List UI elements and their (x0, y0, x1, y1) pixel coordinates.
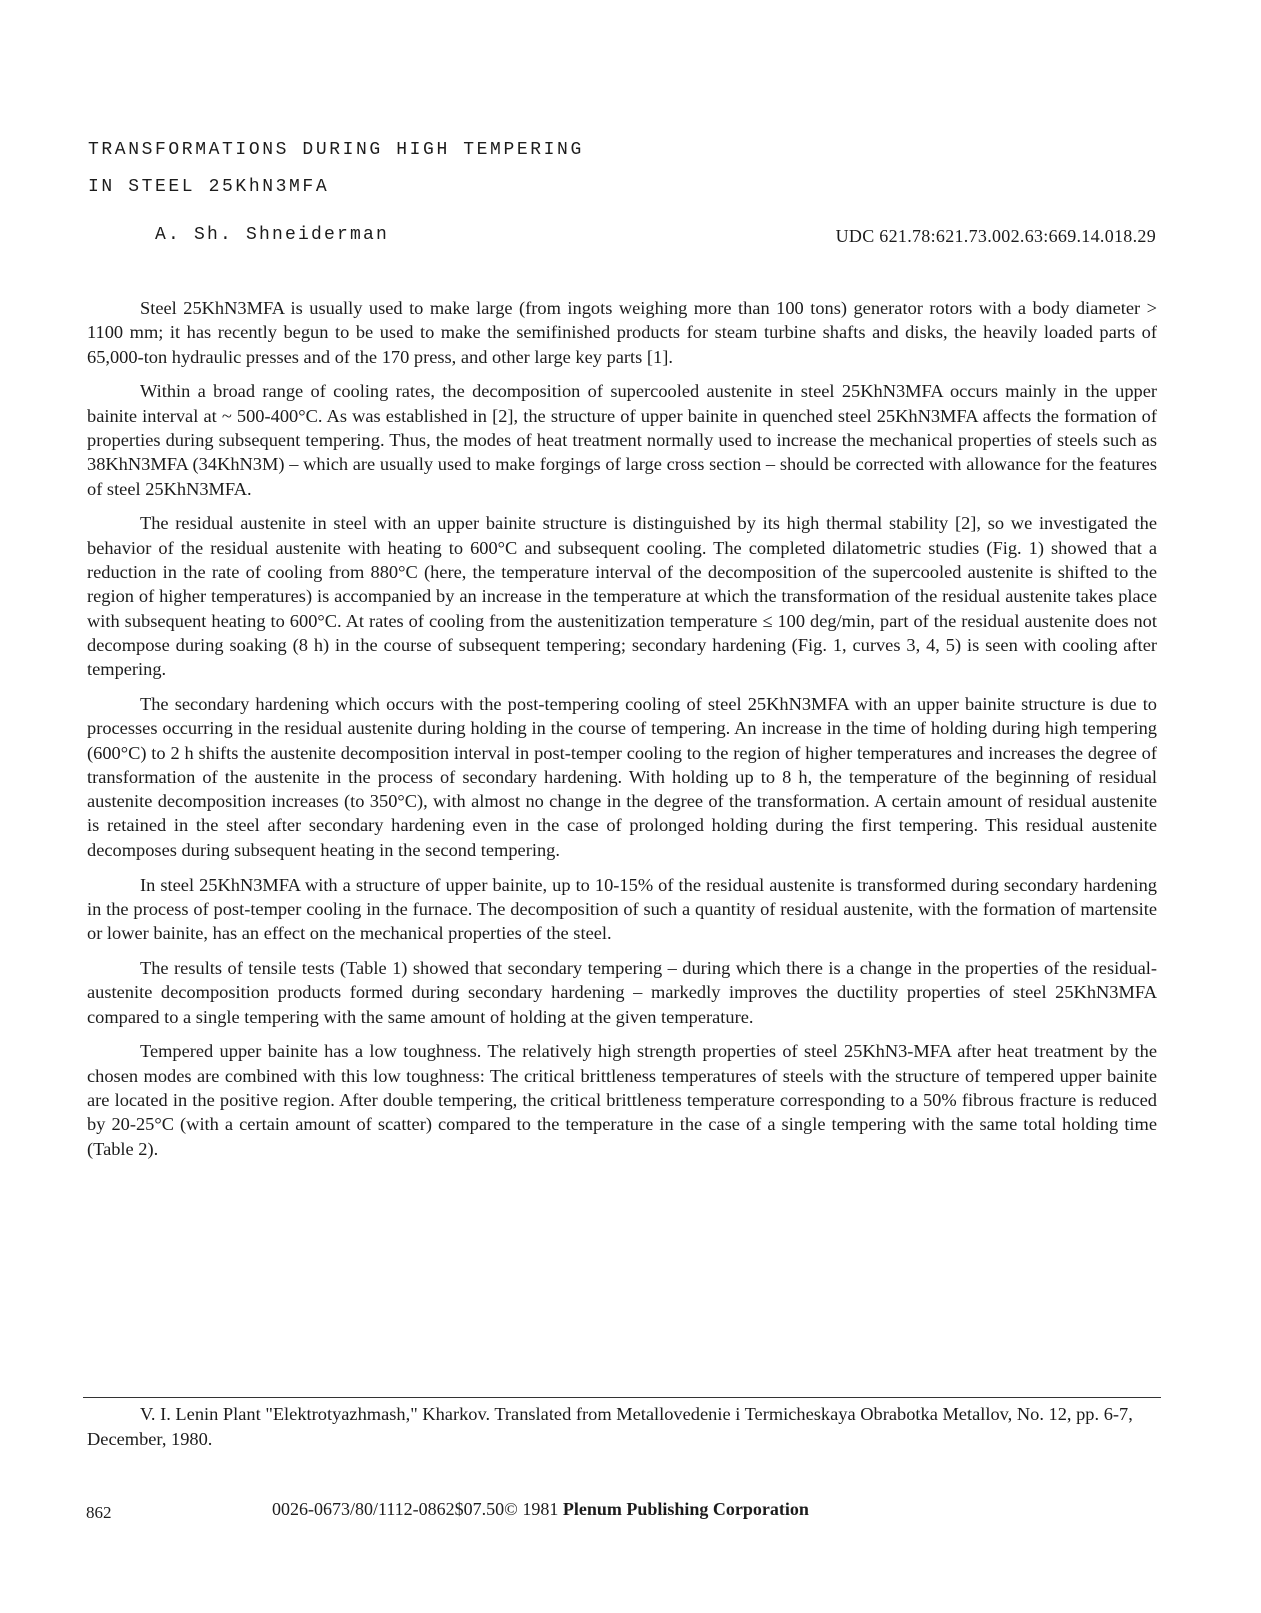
body-paragraph-5: In steel 25KhN3MFA with a structure of upper bainite, up to 10-15% of the residual austenite is transformed during secondary hardening in the process of post-temper cooling in the furnace. The decomposition of such a quantity of residual austenite, with the formation of martensite or lower bainite, has an effect on the mechanical properties of the steel. (87, 874, 1157, 944)
body-paragraph-3: The residual austenite in steel with an upper bainite structure is distinguished by its high thermal stability [2], so we investigated the behavior of the residual austenite with heating to 600°C and subsequent cooling. The completed dilatometric studies (Fig. 1) showed that a reduction in the rate of cooling from 880°C (here, the temperature interval of the decomposition of the supercooled austenite is shifted to the region of higher temperatures) is accompanied by an increase in the temperature at which the transformation of the residual austenite takes place with subsequent heating to 600°C. At rates of cooling from the austenitization temperature ≤ 100 deg/min, part of the residual austenite does not decompose during soaking (8 h) in the course of subsequent tempering; secondary hardening (Fig. 1, curves 3, 4, 5) is seen with cooling after tempering. (87, 513, 1157, 680)
body-paragraph-4: The secondary hardening which occurs with the post-tempering cooling of steel 25KhN3MFA with an upper bainite structure is due to processes occurring in the residual austenite during holding in the course of tempering. An increase in the time of holding during high tempering (600°C) to 2 h shifts the austenite decomposition interval in post-temper cooling to the region of higher temperatures and increases the degree of transformation of the austenite in the process of secondary hardening. With holding up to 8 h, the temperature of the beginning of residual austenite decomposition increases (to 350°C), with almost no change in the degree of the transformation. A certain amount of residual austenite is retained in the steel after secondary hardening even in the case of prolonged holding during the first tempering. This residual austenite decomposes during subsequent heating in the second tempering. (87, 693, 1157, 860)
page-number: 862 (86, 1503, 112, 1522)
article-title-line-2: IN STEEL 25KhN3MFA (88, 177, 330, 197)
body-paragraph-2: Within a broad range of cooling rates, the decomposition of supercooled austenite in steel 25KhN3MFA occurs mainly in the upper bainite interval at ~ 500-400°C. As was established in [2], the structure of upper bainite in quenched steel 25KhN3MFA affects the formation of properties during subsequent tempering. Thus, the modes of heat treatment normally used to increase the mechanical properties of steels such as 38KhN3MFA (34KhN3M) – which are usually used to make forgings of large cross section – should be corrected with allowance for the features of steel 25KhN3MFA. (87, 381, 1157, 499)
copyright-line (272, 1499, 809, 1520)
copyright-code: 0026-0673/80/1112-0862$07.50© 1981 (272, 1499, 559, 1519)
udc-classification: UDC 621.78:621.73.002.63:669.14.018.29 (835, 226, 1156, 246)
body-paragraph-6: The results of tensile tests (Table 1) showed that secondary tempering – during which there is a change in the properties of the residual-austenite decomposition products formed during secondary hardening – markedly improves the ductility properties of steel 25KhN3MFA compared to a single tempering with the same amount of holding at the given temperature. (87, 957, 1157, 1027)
footnote-text: V. I. Lenin Plant "Elektrotyazhmash," Kharkov. Translated from Metallovedenie i Termicheskaya Obrabotka Metallov, No. 12, pp. 6-7, December, 1980. (87, 1404, 1133, 1449)
publisher-name: Plenum Publishing Corporation (562, 1499, 809, 1519)
article-title-line-1: TRANSFORMATIONS DURING HIGH TEMPERING (88, 140, 584, 160)
author-name: A. Sh. Shneiderman (155, 225, 390, 245)
body-paragraph-7: Tempered upper bainite has a low toughness. The relatively high strength properties of steel 25KhN3-MFA after heat treatment by the chosen modes are combined with this low toughness: The critical brittleness temperatures of steels with the structure of tempered upper bainite are located in the positive region. After double tempering, the critical brittleness temperature corresponding to a 50% fibrous fracture is reduced by 20-25°C (with a certain amount of scatter) compared to the temperature in the case of a single tempering with the same total holding time (Table 2). (87, 1041, 1157, 1159)
footnote-divider (83, 1397, 1161, 1398)
body-paragraph-1: Steel 25KhN3MFA is usually used to make large (from ingots weighing more than 100 tons) generator rotors with a body diameter > 1100 mm; it has recently begun to be used to make the semifinished products for steam turbine shafts and disks, the heavily loaded parts of 65,000-ton hydraulic presses and of the 170 press, and other large key parts [1]. (87, 298, 1157, 367)
article-body (87, 296, 1157, 1171)
